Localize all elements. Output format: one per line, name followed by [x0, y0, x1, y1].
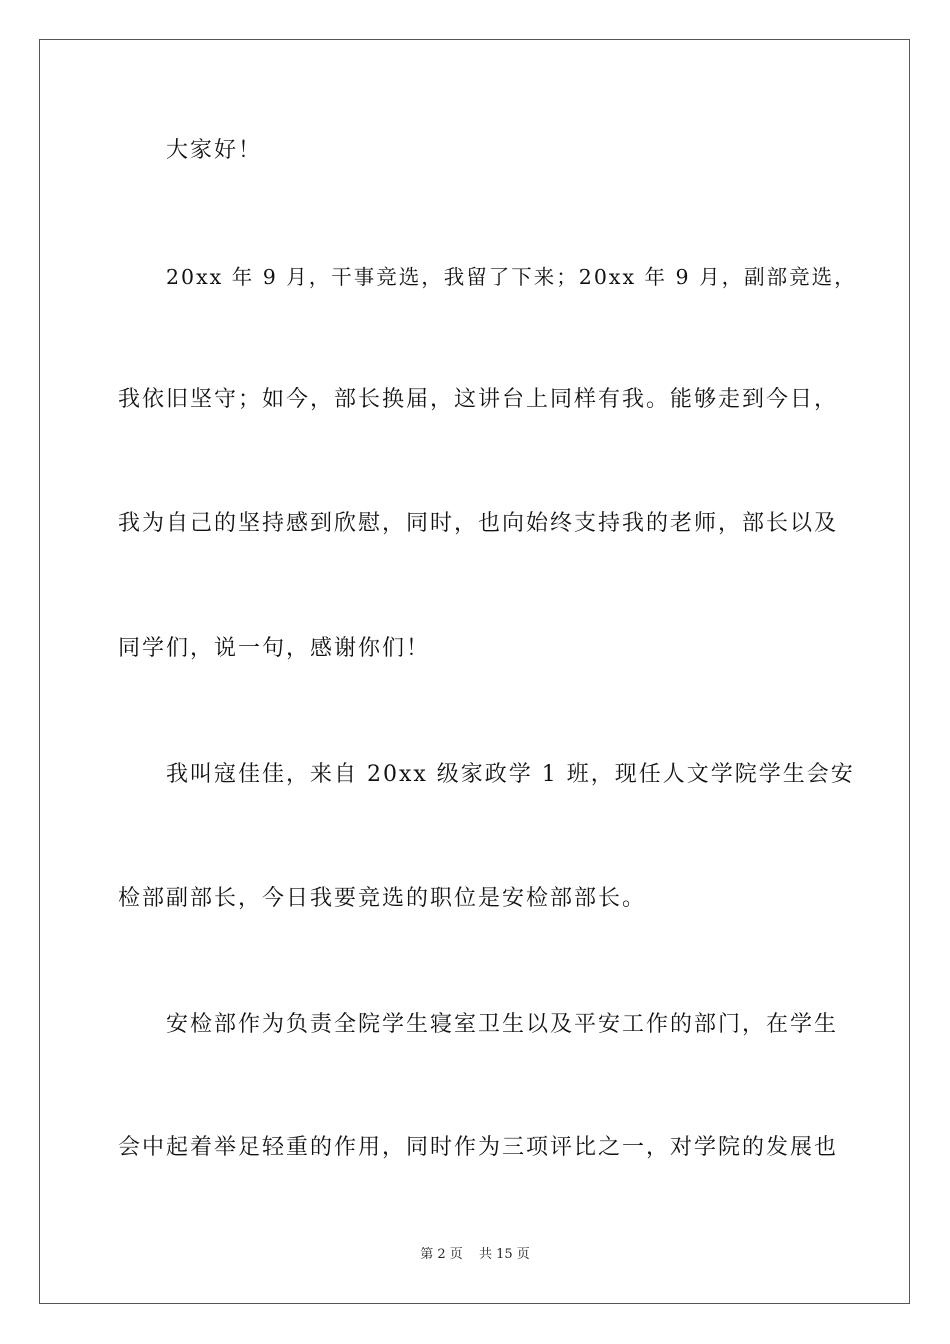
page-total: 共 15 页 — [478, 1247, 530, 1262]
paragraph-line-8: 安检部作为负责全院学生寝室卫生以及平安工作的部门，在学生 — [166, 1012, 839, 1037]
paragraph-line-7: 检部副部长，今日我要竞选的职位是安检部部长。 — [118, 886, 647, 911]
paragraph-line-4: 我为自己的坚持感到欣慰，同时，也向始终支持我的老师，部长以及 — [118, 511, 839, 536]
paragraph-line-6: 我叫寇佳佳，来自 20xx 级家政学 1 班，现任人文学院学生会安 — [166, 762, 855, 787]
page-frame — [39, 39, 910, 1304]
paragraph-line-9: 会中起着举足轻重的作用，同时作为三项评比之一，对学院的发展也 — [118, 1135, 839, 1160]
paragraph-line-1: 大家好！ — [166, 138, 263, 163]
page-footer — [0, 1247, 950, 1263]
page-number: 第 2 页 — [420, 1247, 463, 1262]
paragraph-line-3: 我依旧坚守；如今，部长换届，这讲台上同样有我。能够走到今日， — [118, 387, 839, 412]
paragraph-line-2: 20xx 年 9 月，干事竞选，我留了下来；20xx 年 9 月，副部竞选， — [166, 265, 857, 289]
paragraph-line-5: 同学们，说一句，感谢你们！ — [118, 636, 431, 661]
